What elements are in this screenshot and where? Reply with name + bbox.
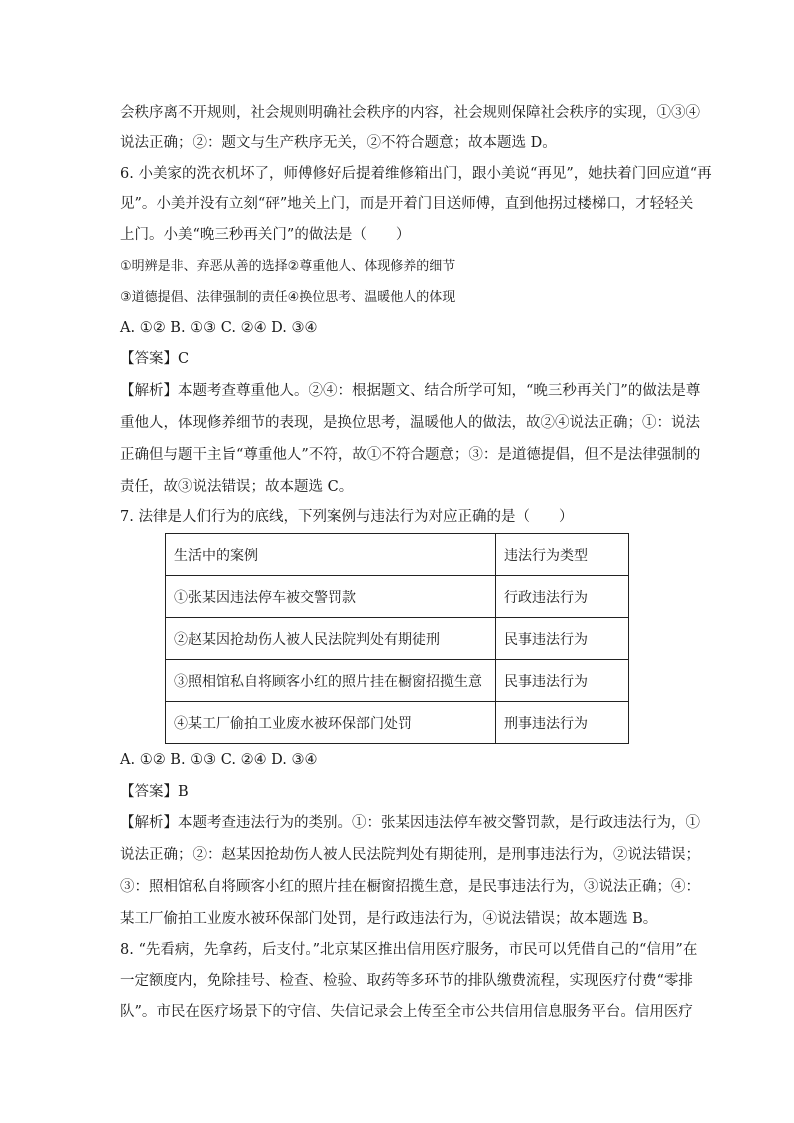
text-line: 说法正确；②：题文与生产秩序无关，②不符合题意；故本题选 D。 bbox=[120, 135, 557, 151]
table-header-row bbox=[166, 534, 629, 576]
question-6-stem: 6. 小美家的洗衣机坏了，师傅修好后提着维修箱出门，跟小美说“再见”，她扶着门回应道“再 bbox=[120, 166, 712, 182]
table-cell: ③照相馆私自将顾客小红的照片挂在橱窗招揽生意 bbox=[166, 660, 496, 702]
cases-table bbox=[165, 533, 629, 744]
question-7-answer: 【答案】B bbox=[120, 784, 189, 800]
question-7-explanation: 某工厂偷拍工业废水被环保部门处罚，是行政违法行为，④说法错误；故本题选 B。 bbox=[120, 911, 658, 927]
table-row bbox=[166, 702, 629, 744]
question-7-choices: A. ①② B. ①③ C. ②④ D. ③④ bbox=[120, 752, 318, 768]
table-cell: ②赵某因抢劫伤人被人民法院判处有期徒刑 bbox=[166, 618, 496, 660]
question-6-stem: 见”。小美并没有立刻“砰”地关上门，而是开着门目送师傅，直到他拐过楼梯口，才轻轻关 bbox=[120, 196, 694, 212]
question-6-explanation: 正确但与题干主旨“尊重他人”不符，故①不符合题意；③：是道德提倡，但不是法律强制的 bbox=[120, 447, 701, 463]
question-7-explanation: 说法正确；②：赵某因抢劫伤人被人民法院判处有期徒刑，是刑事违法行为，②说法错误； bbox=[120, 847, 700, 863]
question-7-explanation: ③：照相馆私自将顾客小红的照片挂在橱窗招揽生意，是民事违法行为，③说法正确；④： bbox=[120, 879, 700, 895]
question-6-explanation: 重他人，体现修养细节的表现，是换位思考，温暖他人的做法，故②④说法正确；①：说法 bbox=[120, 415, 700, 431]
question-6-option: ①明辨是非、弃恶从善的选择②尊重他人、体现修养的细节 bbox=[120, 259, 456, 274]
table-cell: ④某工厂偷拍工业废水被环保部门处罚 bbox=[166, 702, 496, 744]
table-cell: 民事违法行为 bbox=[496, 618, 629, 660]
question-8-stem: 一定额度内，免除挂号、检查、检验、取药等多环节的排队缴费流程，实现医疗付费“零排 bbox=[120, 973, 693, 989]
question-7-explanation: 【解析】本题考查违法行为的类别。①：张某因违法停车被交警罚款，是行政违法行为，① bbox=[120, 815, 700, 831]
table-cell: 行政违法行为 bbox=[496, 576, 629, 618]
table-row bbox=[166, 618, 629, 660]
question-7-stem: 7. 法律是人们行为的底线，下列案例与违法行为对应正确的是（ ） bbox=[120, 509, 574, 525]
question-6-stem: 上门。小美“晚三秒再关门”的做法是（ ） bbox=[120, 227, 411, 243]
question-6-choices: A. ①② B. ①③ C. ②④ D. ③④ bbox=[120, 320, 318, 336]
table-cell: 民事违法行为 bbox=[496, 660, 629, 702]
question-6-option: ③道德提倡、法律强制的责任④换位思考、温暖他人的体现 bbox=[120, 290, 456, 305]
text-line: 会秩序离不开规则，社会规则明确社会秩序的内容，社会规则保障社会秩序的实现，①③④ bbox=[120, 105, 700, 121]
question-6-explanation: 【解析】本题考查尊重他人。②④：根据题文、结合所学可知，“晚三秒再关门”的做法是尊 bbox=[120, 383, 701, 399]
table-header-cell: 生活中的案例 bbox=[166, 534, 496, 576]
table-header-cell: 违法行为类型 bbox=[496, 534, 629, 576]
question-8-stem: 8. “先看病，先拿药，后支付。”北京某区推出信用医疗服务，市民可以凭借自己的“信用”在 bbox=[120, 942, 698, 958]
table-cell: ①张某因违法停车被交警罚款 bbox=[166, 576, 496, 618]
table-row bbox=[166, 660, 629, 702]
question-6-explanation: 责任，故③说法错误；故本题选 C。 bbox=[120, 479, 354, 495]
question-8-stem: 队”。市民在医疗场景下的守信、失信记录会上传至全市公共信用信息服务平台。信用医疗 bbox=[120, 1004, 693, 1020]
table-row bbox=[166, 576, 629, 618]
question-6-answer: 【答案】C bbox=[120, 351, 190, 367]
table-cell: 刑事违法行为 bbox=[496, 702, 629, 744]
